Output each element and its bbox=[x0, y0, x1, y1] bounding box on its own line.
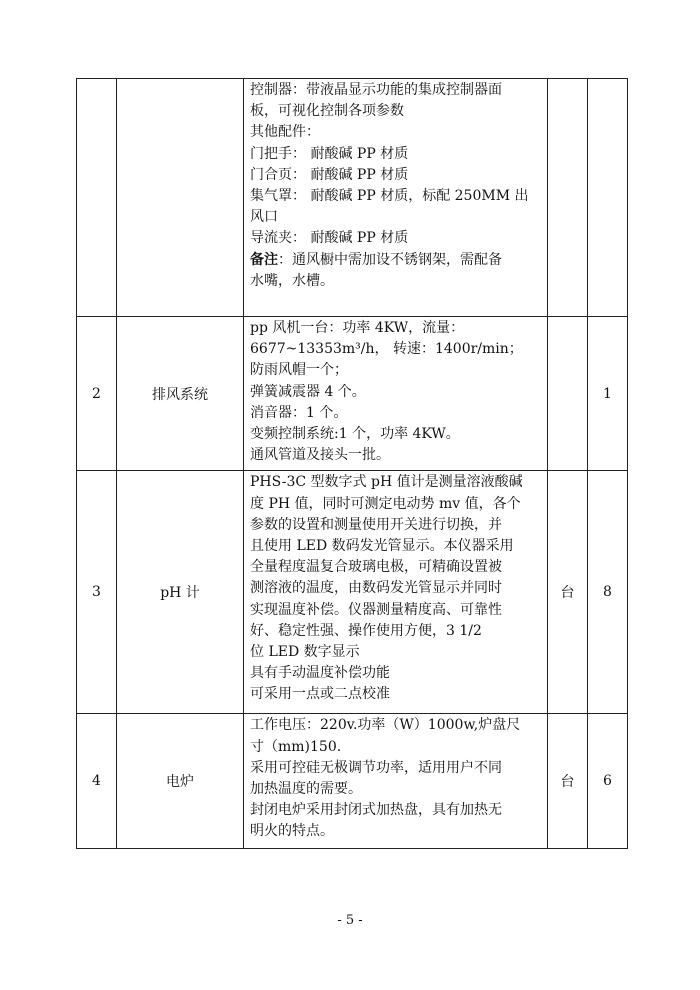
desc-line: 门把手： 耐酸碱 PP 材质 bbox=[250, 145, 409, 162]
desc-line: 风口 bbox=[250, 209, 278, 226]
spec-table bbox=[76, 78, 628, 849]
desc-line: 参数的设置和测量使用开关进行切换，并 bbox=[250, 516, 502, 533]
desc-line: PHS-3C 型数字式 pH 值计是测量溶液酸碱 bbox=[250, 474, 523, 491]
desc-line: 工作电压：220v.功率（W）1000w,炉盘尺 bbox=[250, 717, 521, 734]
desc-line: 实现温度补偿。仪器测量精度高、可靠性 bbox=[250, 601, 502, 618]
desc-line: 具有手动温度补偿功能 bbox=[250, 665, 390, 682]
item-name bbox=[117, 79, 244, 317]
desc-line: 导流夹： 耐酸碱 PP 材质 bbox=[250, 230, 409, 247]
desc-line: 度 PH 值，同时可测定电动势 mv 值，各个 bbox=[250, 495, 521, 512]
desc-line: 门合页： 耐酸碱 PP 材质 bbox=[250, 166, 409, 183]
quantity-cell: 6 bbox=[588, 714, 628, 849]
desc-line: 可采用一点或二点校准 bbox=[250, 686, 390, 703]
desc-line: 其他配件： bbox=[250, 124, 320, 141]
quantity-cell: 8 bbox=[588, 471, 628, 714]
desc-line: 明火的特点。 bbox=[250, 823, 334, 840]
unit-cell bbox=[548, 79, 588, 317]
note-label: 备注 bbox=[250, 251, 278, 268]
desc-line: 加热温度的需要。 bbox=[250, 781, 362, 798]
note-line bbox=[250, 250, 543, 271]
desc-line: 消音器：1 个。 bbox=[250, 404, 348, 421]
desc-line: 位 LED 数字显示 bbox=[250, 644, 360, 661]
unit-cell bbox=[548, 317, 588, 471]
desc-line: pp 风机一台：功率 4KW，流量： bbox=[250, 320, 465, 336]
table-row bbox=[77, 79, 628, 317]
desc-line: 板，可视化控制各项参数 bbox=[250, 103, 404, 120]
row-number: 2 bbox=[77, 317, 117, 471]
item-name: 电炉 bbox=[117, 714, 244, 849]
unit-cell: 台 bbox=[548, 471, 588, 714]
note-line: 水嘴，水槽。 bbox=[250, 272, 334, 289]
desc-line: 6677~13353m³/h， 转速：1400r/min； bbox=[250, 341, 523, 358]
quantity-cell: 1 bbox=[588, 317, 628, 471]
page-number: - 5 - bbox=[337, 913, 363, 928]
desc-line: 控制器：带液晶显示功能的集成控制器面 bbox=[250, 82, 502, 98]
quantity-cell bbox=[588, 79, 628, 317]
table-row bbox=[77, 471, 628, 714]
desc-line: 好、稳定性强、操作使用方便，3 1/2 bbox=[250, 622, 482, 639]
desc-line: 测溶液的温度，由数码发光管显示并同时 bbox=[250, 580, 502, 597]
desc-line: 变频控制系统:1 个，功率 4KW。 bbox=[250, 426, 460, 443]
item-description bbox=[244, 714, 548, 849]
desc-line: 寸（mm)150. bbox=[250, 738, 342, 755]
desc-line: 弹簧减震器 4 个。 bbox=[250, 383, 366, 400]
row-number bbox=[77, 79, 117, 317]
item-name: pH 计 bbox=[117, 471, 244, 714]
desc-line: 封闭电炉采用封闭式加热盘，具有加热无 bbox=[250, 802, 502, 819]
item-description bbox=[244, 317, 548, 471]
desc-line: 集气罩： 耐酸碱 PP 材质，标配 250MM 出 bbox=[250, 188, 529, 205]
desc-line: 采用可控硅无极调节功率，适用用户不同 bbox=[250, 759, 502, 776]
desc-line: 防雨风帽一个； bbox=[250, 362, 348, 379]
item-description bbox=[244, 471, 548, 714]
desc-line: 且使用 LED 数码发光管显示。本仪器采用 bbox=[250, 538, 514, 555]
row-number: 3 bbox=[77, 471, 117, 714]
row-number: 4 bbox=[77, 714, 117, 849]
desc-line: 通风管道及接头一批。 bbox=[250, 447, 390, 464]
item-description bbox=[244, 79, 548, 317]
item-name: 排风系统 bbox=[117, 317, 244, 471]
note-text: ：通风橱中需加设不锈钢架，需配备 bbox=[278, 251, 502, 268]
table-row bbox=[77, 317, 628, 471]
table-row bbox=[77, 714, 628, 849]
unit-cell: 台 bbox=[548, 714, 588, 849]
desc-line: 全量程度温复合玻璃电极，可精确设置被 bbox=[250, 559, 502, 576]
